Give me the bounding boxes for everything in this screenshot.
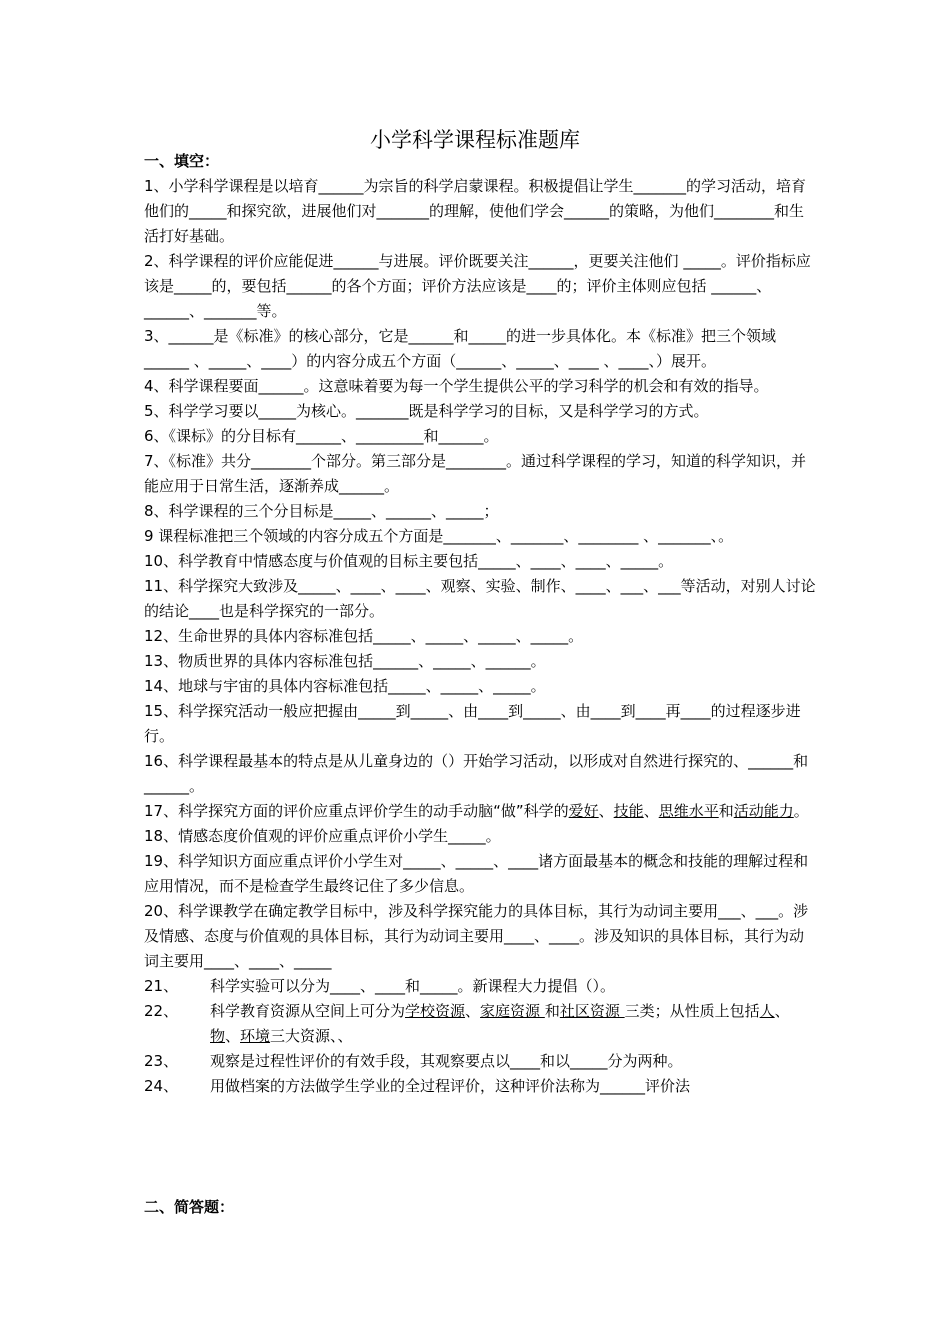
- section-heading-short-answer: 二、简答题：: [144, 1198, 235, 1216]
- question-text: [210, 999, 816, 1049]
- question-item: 19、科学知识方面应重点评价小学生对_____、_____、____诸方面最基本的概念和技能的理解过程和应用情况，而不是检查学生最终记住了多少信息。: [144, 852, 809, 895]
- q17-answer-interest: 爱好: [568, 802, 599, 820]
- question-item: 5、科学学习要以_____为核心。_______既是科学学习的目标，又是科学学习的方式。: [144, 402, 709, 420]
- document-title: 小学科学课程标准题库: [370, 128, 580, 152]
- question-item: 4、科学课程要面______。这意味着要为每一个学生提供公平的学习科学的机会和有效的指导。: [144, 377, 769, 395]
- question-item: 12、生命世界的具体内容标准包括_____、_____、_____、_____。: [144, 627, 584, 645]
- question-item: 13、物质世界的具体内容标准包括______、_____、______。: [144, 652, 546, 670]
- question-text: 科学实验可以分为____、____和_____。新课程大力提倡（）。: [210, 977, 616, 995]
- q22-answer-things: 物: [210, 1027, 226, 1045]
- separator: 、: [598, 802, 614, 820]
- q22-part: 科学教育资源从空间上可分为: [210, 1002, 406, 1020]
- q17-answer-thinking: 思维水平: [658, 802, 719, 820]
- q17-prefix: 17、科学探究方面的评价应重点评价学生的动手动脑“做”科学的: [144, 802, 569, 820]
- separator: 、: [643, 802, 659, 820]
- question-item: 6、《课标》的分目标有______、_________和______。: [144, 427, 499, 445]
- question-item: 9 课程标准把三个领域的内容分成五个方面是_______、_______、________ 、_______、。: [144, 527, 734, 545]
- q22-answer-school: 学校资源: [405, 1002, 466, 1020]
- q17-answer-skill: 技能: [613, 802, 644, 820]
- q22-part: 三大资源、、: [270, 1027, 353, 1045]
- question-item: 8、科学课程的三个分目标是_____、______、_____；: [144, 502, 499, 520]
- question-item: 16、科学课程最基本的特点是从儿童身边的（）开始学习活动，以形成对自然进行探究的、______和______。: [144, 752, 809, 795]
- question-item: 1、小学科学课程是以培育______为宗旨的科学启蒙课程。积极提倡让学生_______的学习活动，培育他们的_____和探究欲，进展他们对_______的理解，使他们学会______的策略，为他们________和生活打好基础。: [144, 177, 807, 245]
- question-item: [144, 799, 816, 824]
- separator: 、: [465, 1002, 481, 1020]
- conjunction: 和: [718, 802, 734, 820]
- question-item: [144, 1074, 816, 1099]
- question-item: [144, 999, 816, 1049]
- question-item: 20、科学课教学在确定教学目标中，涉及科学探究能力的具体目标，其行为动词主要用___、___。涉及情感、态度与价值观的具体目标，其行为动词主要用____、____。涉及知识的具体目标，其行为动词主要用____、____、_____: [144, 902, 809, 970]
- q17-answer-ability: 活动能力: [733, 802, 794, 820]
- question-text: 用做档案的方法做学生学业的全过程评价，这种评价法称为______评价法: [210, 1077, 691, 1095]
- q22-answer-community: 社区资源: [559, 1002, 625, 1020]
- question-number: 22、: [144, 1002, 179, 1020]
- question-item: [144, 1049, 816, 1074]
- q22-answer-family: 家庭资源: [480, 1002, 545, 1020]
- question-item: 3、______是《标准》的核心部分，它是______和_____的进一步具体化。本《标准》把三个领域______ 、_____、____）的内容分成五个方面（______、_____、____ 、____、）展开。: [144, 327, 777, 370]
- question-item: 10、科学教育中情感态度与价值观的目标主要包括_____、____、____、_____。: [144, 552, 674, 570]
- q22-answer-people: 人: [759, 1002, 775, 1020]
- question-number: 23、: [144, 1052, 179, 1070]
- question-number: 21、: [144, 977, 179, 995]
- q22-answer-environment: 环境: [240, 1027, 271, 1045]
- question-item: 15、科学探究活动一般应把握由_____到_____、由____到_____、由____到____再____的过程逐步进行。: [144, 702, 801, 745]
- separator: 、: [774, 1002, 790, 1020]
- q17-suffix: 。: [793, 802, 809, 820]
- question-text: 观察是过程性评价的有效手段，其观察要点以____和以_____分为两种。: [210, 1052, 683, 1070]
- question-item: 14、地球与宇宙的具体内容标准包括_____、_____、_____。: [144, 677, 546, 695]
- question-number: 24、: [144, 1077, 179, 1095]
- question-item: 11、科学探究大致涉及_____、____、____、观察、实验、制作、____、___、___等活动，对别人讨论的结论____也是科学探究的一部分。: [144, 577, 816, 620]
- question-list: [144, 174, 816, 1099]
- conjunction: 和: [544, 1002, 560, 1020]
- question-item: 7、《标准》共分________个部分。第三部分是________。通过科学课程的学习，知道的科学知识，并能应用于日常生活，逐渐养成______。: [144, 452, 807, 495]
- question-item: 18、情感态度价值观的评价应重点评价小学生_____。: [144, 827, 501, 845]
- question-item: 2、科学课程的评价应能促进______与进展。评价既要关注______，更要关注他们 _____。评价指标应该是_____的，要包括______的各个方面；评价方法应该是____的；评价主体则应包括 ______、______、_______等。: [144, 252, 811, 320]
- question-item: [144, 974, 816, 999]
- q22-part: 三类；从性质上包括: [624, 1002, 760, 1020]
- separator: 、: [225, 1027, 241, 1045]
- section-heading-fill-in: 一、填空：: [144, 152, 220, 170]
